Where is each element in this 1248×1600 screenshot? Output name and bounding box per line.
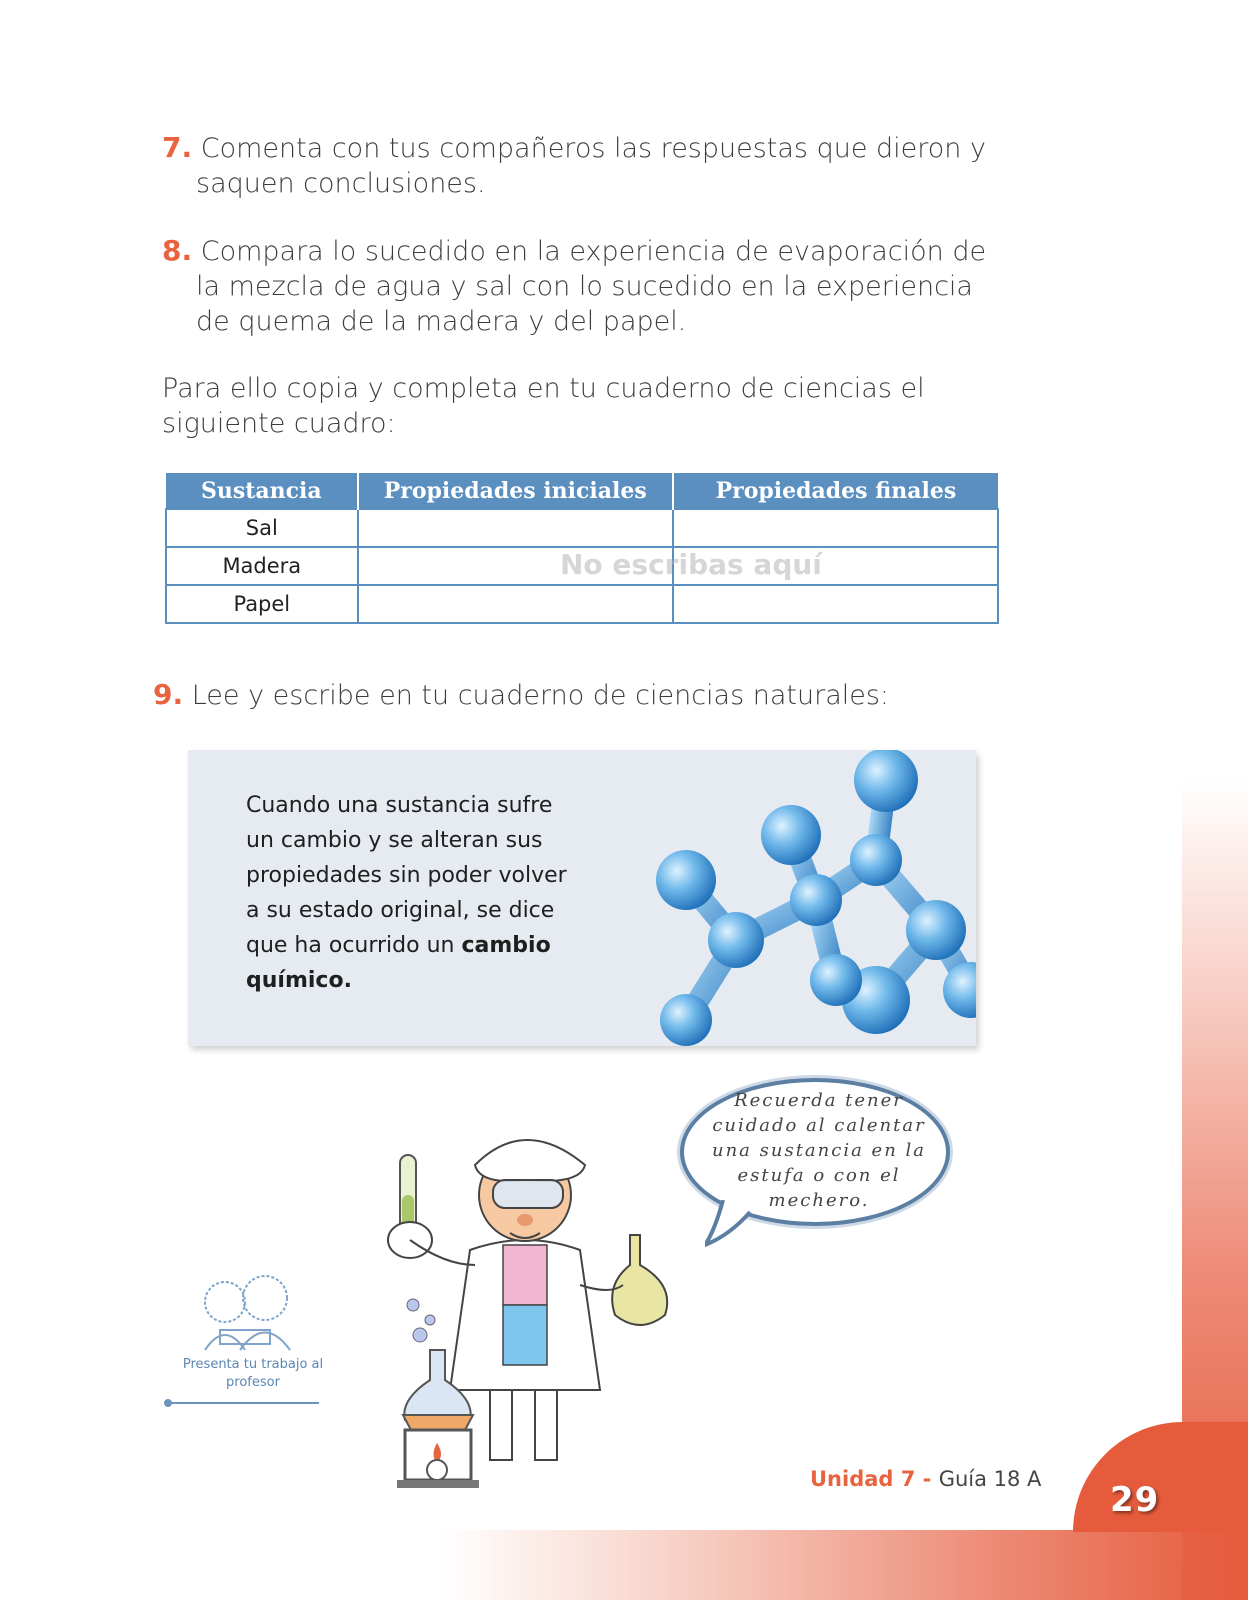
instruction-text: Para ello copia y completa en tu cuaderno de ciencias el siguiente cuadro: [162, 373, 925, 439]
header-propiedades-finales: Propiedades finales [673, 473, 998, 509]
cell-final [673, 509, 998, 547]
kids-reading-icon [185, 1270, 305, 1355]
row-substance: Madera [166, 547, 358, 585]
question-8-number: 8. [162, 234, 193, 267]
question-8 [162, 233, 1002, 339]
table-row [166, 585, 998, 623]
row-substance: Sal [166, 509, 358, 547]
info-body: Cuando una sustancia sufre un cambio y se alteran sus propiedades sin poder volver a su estado original, se dice que ha ocurrido un [246, 793, 567, 958]
header-propiedades-iniciales: Propiedades iniciales [358, 473, 673, 509]
cell-initial [358, 585, 673, 623]
row-substance: Papel [166, 585, 358, 623]
present-line [167, 1402, 319, 1404]
question-7-text: Comenta con tus compañeros las respuestas que dieron y saquen conclusiones. [196, 133, 986, 199]
info-box [188, 750, 976, 1046]
question-7-number: 7. [162, 131, 193, 164]
header-sustancia: Sustancia [166, 473, 358, 509]
info-bold-term: cambio químico. [246, 933, 551, 993]
footer-unit-label: Unidad 7 [810, 1467, 916, 1491]
question-9 [153, 677, 993, 713]
table-row [166, 509, 998, 547]
present-work-label: Presenta tu trabajo al profesor [182, 1357, 324, 1390]
question-9-number: 9. [153, 678, 184, 711]
cell-initial [358, 509, 673, 547]
footer-guide: Guía 18 A [938, 1467, 1042, 1491]
question-8-text: Compara lo sucedido en la experiencia de evaporación de la mezcla de agua y sal con lo sucedido en la experiencia de quema de la madera y del papel. [196, 236, 987, 337]
footer-separator: - [915, 1467, 939, 1491]
info-text [246, 788, 576, 998]
speech-bubble-text: Recuerda tener cuidado al calentar una sustancia en la estufa o con el mechero. [711, 1090, 926, 1211]
footer-unit [810, 1467, 1041, 1491]
page-number: 29 [1110, 1480, 1160, 1520]
scientist-illustration [375, 1125, 705, 1515]
molecule-illustration [576, 750, 976, 1046]
watermark: No escribas aquí [560, 548, 822, 581]
question-7 [162, 130, 992, 201]
decorative-bottom-band [440, 1530, 1248, 1600]
cell-final [673, 585, 998, 623]
question-9-text: Lee y escribe en tu cuaderno de ciencias naturales: [191, 680, 890, 711]
